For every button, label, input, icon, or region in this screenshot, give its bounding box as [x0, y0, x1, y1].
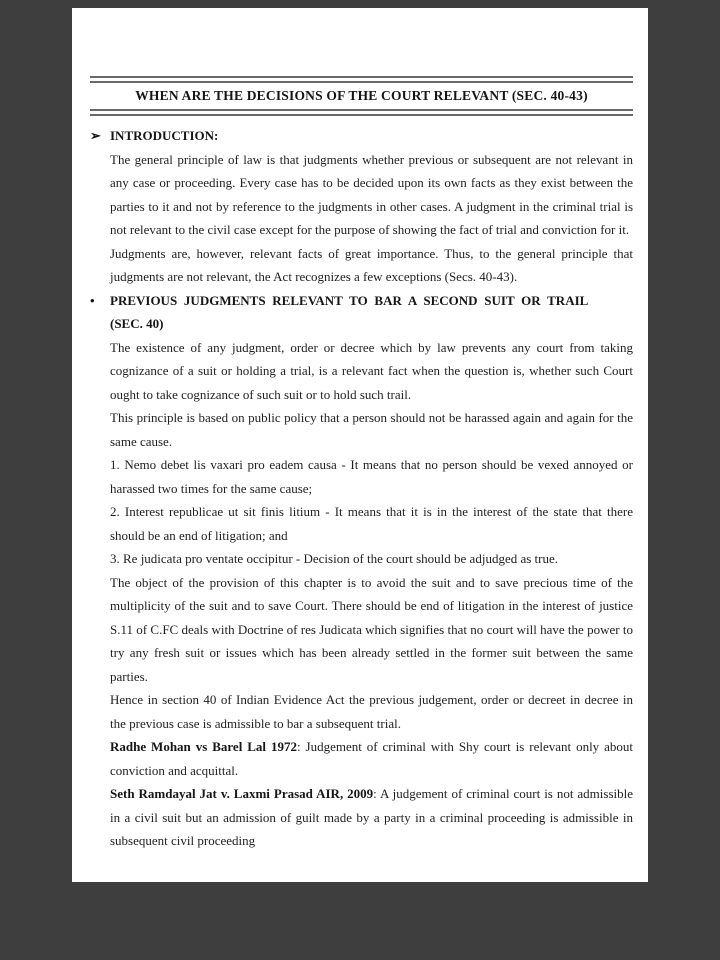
document-page — [72, 8, 648, 882]
maxim-item-2: 2. Interest republicae ut sit finis litium - It means that it is in the interest of the state that there should be an end of litigation; and — [110, 504, 633, 543]
title-block — [90, 76, 633, 116]
maxim-item-1: 1. Nemo debet lis vaxari pro eadem causa - It means that no person should be vexed annoyed or harassed two times for the same cause; — [110, 457, 633, 496]
title-rule-top — [90, 76, 633, 83]
intro-heading: INTRODUCTION: — [110, 128, 219, 143]
sec40-paragraph-1: The existence of any judgment, order or decree which by law prevents any court from taking cognizance of a suit or holding a trial, is a relevant fact when the question is, whether such Court ought to take cognizance of such suit or to hold such trail. — [110, 339, 633, 402]
sec40-heading-line2: (SEC. 40) — [110, 316, 164, 331]
case-citation-1 — [110, 735, 633, 782]
sec40-paragraph-4: Hence in section 40 of Indian Evidence Act the previous judgement, order or decreet in decree in the previous case is admissible to bar a subsequent trial. — [110, 692, 633, 731]
title-rule-bottom — [90, 109, 633, 116]
sec40-heading-line1: PREVIOUS JUDGMENTS RELEVANT TO BAR A SECOND SUIT OR TRAIL — [110, 292, 589, 308]
page-title: WHEN ARE THE DECISIONS OF THE COURT RELEVANT (SEC. 40-43) — [135, 88, 588, 103]
document-body — [90, 124, 633, 853]
dot-bullet-icon: • — [90, 292, 95, 308]
arrow-bullet-icon: ➢ — [90, 128, 101, 143]
intro-paragraph-1: The general principle of law is that judgments whether previous or subsequent are not relevant in any case or proceeding. Every case has to be decided upon its own facts as they exist between the parties to it and not by reference to the judgments in other cases. A judgment in the criminal trial is not relevant to the civil case except for the purpose of showing the fact of trial and conviction for it. — [110, 151, 633, 237]
case-citation-1-text: : Judgement of criminal with Shy court is relevant only about conviction and acquittal. — [110, 739, 633, 778]
intro-paragraph-2: Judgments are, however, relevant facts of great importance. Thus, to the general principle that judgments are not relevant, the Act recognizes a few exceptions (Secs. 40-43). — [110, 245, 633, 284]
maxim-item-3: 3. Re judicata pro ventate occipitur - Decision of the court should be adjudged as true. — [110, 551, 558, 566]
case-citation-2-name: Seth Ramdayal Jat v. Laxmi Prasad AIR, 2009 — [110, 786, 374, 801]
case-citation-2-text: : A judgement of criminal court is not admissible in a civil suit but an admission of guilt made by a party in a criminal proceeding is admissible in subsequent civil proceeding — [110, 786, 633, 848]
sec40-paragraph-3: The object of the provision of this chapter is to avoid the suit and to save precious time of the multiplicity of the suit and to save Court. There should be end of litigation in the interest of justice S.11 of C.FC deals with Doctrine of res Judicata which signifies that no court will have the power to try any fresh suit or issues which has been already settled in the former suit between the same parties. — [110, 574, 633, 684]
sec40-paragraph-2: This principle is based on public policy that a person should not be harassed again and again for the same cause. — [110, 410, 633, 449]
case-citation-2 — [110, 782, 633, 853]
intro-heading-row — [90, 124, 633, 148]
case-citation-1-name: Radhe Mohan vs Barel Lal 1972 — [110, 739, 297, 754]
sec40-heading-row — [90, 289, 633, 336]
